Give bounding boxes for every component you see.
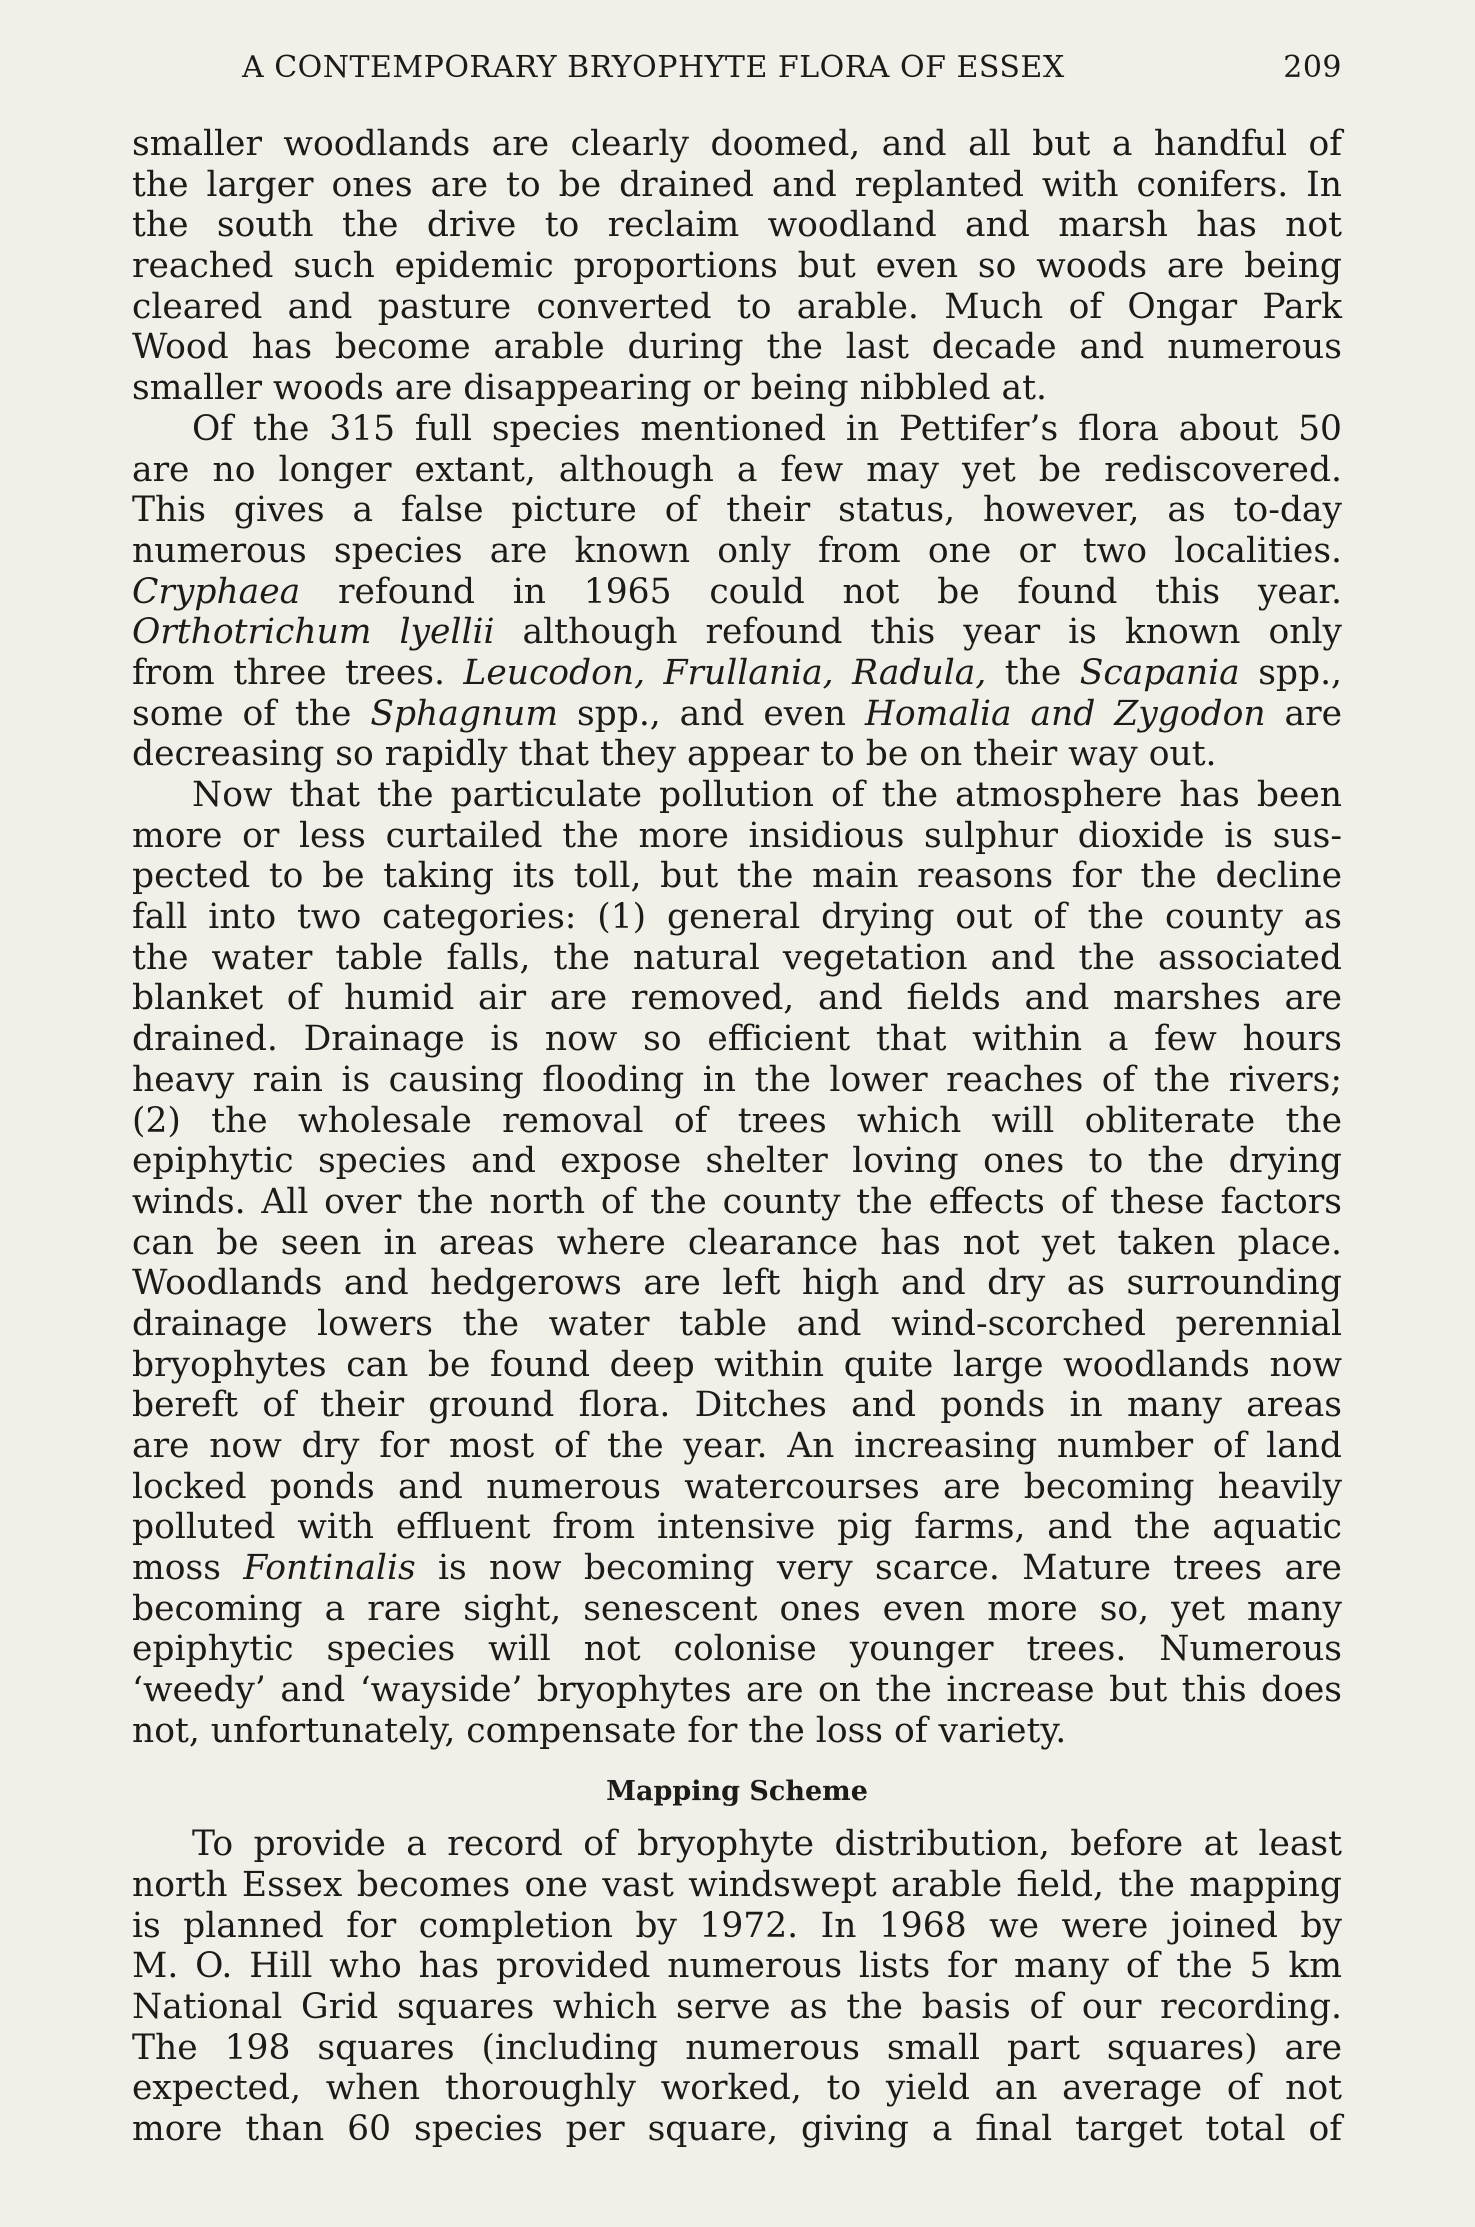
text-line: expected, when thoroughly worked, to yield an average of not <box>132 2068 1342 2109</box>
text-run: are <box>1265 693 1343 734</box>
text-line: epiphytic species will not colonise younger trees. Numerous <box>132 1629 1342 1670</box>
text-line: locked ponds and numerous watercourses are becoming heavily <box>132 1466 1342 1507</box>
text-line: Wood has become arable during the last decade and numerous <box>132 327 1342 368</box>
taxon-name: Homalia and Zygodon <box>864 693 1266 734</box>
text-line: Of the 315 full species mentioned in Pettifer’s flora about 50 <box>192 408 1342 449</box>
text-run: is now becoming very scarce. Mature trees are <box>415 1548 1342 1589</box>
text-line: This gives a false picture of their status, however, as to-day <box>132 490 1342 531</box>
text-line: reached such epidemic proportions but even so woods are being <box>132 246 1342 287</box>
page-number: 209 <box>1283 50 1342 85</box>
paragraph-land-use <box>132 124 1342 409</box>
text-line: more than 60 species per square, giving a final target total of <box>132 2109 1342 2149</box>
text-line: The 198 squares (including numerous small part squares) are <box>132 2027 1342 2068</box>
text-line: bryophytes can be found deep within quite large woodlands now <box>132 1344 1342 1385</box>
text-run: refound in 1965 could not be found this year. <box>300 571 1342 612</box>
text-run: spp., and even <box>558 693 865 734</box>
text-line: polluted with effluent from intensive pig farms, and the aquatic <box>132 1507 1342 1548</box>
text-line <box>132 1548 1342 1589</box>
text-line: cleared and pasture converted to arable. Much of Ongar Park <box>132 286 1342 327</box>
paragraph-mapping-scheme <box>132 1824 1342 2150</box>
text-line: blanket of humid air are removed, and fields and marshes are <box>132 978 1342 1019</box>
text-line <box>132 653 1342 694</box>
running-head <box>132 50 1342 90</box>
text-line: not, unfortunately, compensate for the loss of variety. <box>132 1710 1067 1751</box>
taxon-name: Orthotrichum lyellii <box>132 612 495 653</box>
text-line: bereft of their ground flora. Ditches and ponds in many areas <box>132 1385 1342 1426</box>
text-line: decreasing so rapidly that they appear to be on their way out. <box>132 734 1217 775</box>
text-line: numerous species are known only from one or two localities. <box>132 530 1342 571</box>
text-line: drainage lowers the water table and wind-scorched perennial <box>132 1303 1342 1344</box>
text-line <box>132 612 1342 653</box>
text-line: (2) the wholesale removal of trees which will obliterate the <box>132 1100 1342 1141</box>
text-line: becoming a rare sight, senescent ones even more so, yet many <box>132 1588 1342 1629</box>
section-heading: Mapping Scheme <box>606 1775 868 1807</box>
text-line: smaller woods are disappearing or being nibbled at. <box>132 368 1047 409</box>
text-line: drained. Drainage is now so efficient that within a few hours <box>132 1019 1342 1060</box>
text-run: spp., <box>1239 652 1343 693</box>
text-line: are no longer extant, although a few may yet be rediscovered. <box>132 449 1342 490</box>
text-line: epiphytic species and expose shelter loving ones to the drying <box>132 1141 1342 1182</box>
text-line: ‘weedy’ and ‘wayside’ bryophytes are on the increase but this does <box>132 1670 1342 1711</box>
text-line <box>132 694 1342 735</box>
taxon-name: Scapania <box>1079 652 1240 693</box>
text-line: To provide a record of bryophyte distribution, before at least <box>192 1824 1342 1865</box>
text-line: the south the drive to reclaim woodland and marsh has not <box>132 205 1342 246</box>
taxon-name: Fontinalis <box>243 1548 416 1589</box>
text-run: moss <box>132 1548 244 1589</box>
text-run: from three trees. <box>132 652 464 693</box>
text-line: fall into two categories: (1) general drying out of the county as <box>132 897 1342 938</box>
body-text <box>132 124 1342 2150</box>
taxon-name: Leucodon, Frullania, Radula, <box>463 652 987 693</box>
text-run: the <box>986 652 1080 693</box>
text-line: pected to be taking its toll, but the main reasons for the decline <box>132 856 1342 897</box>
paragraph-species-status <box>132 409 1342 775</box>
taxon-name: Sphagnum <box>370 693 559 734</box>
text-run: although refound this year is known only <box>494 612 1342 653</box>
text-line: heavy rain is causing flooding in the lower reaches of the rivers; <box>132 1059 1342 1100</box>
text-line: is planned for completion by 1972. In 1968 we were joined by <box>132 1905 1342 1946</box>
text-line: winds. All over the north of the county the effects of these factors <box>132 1181 1342 1222</box>
text-line: Woodlands and hedgerows are left high and dry as surrounding <box>132 1263 1342 1304</box>
running-title: A CONTEMPORARY BRYOPHYTE FLORA OF ESSEX <box>242 50 1065 85</box>
text-line: smaller woodlands are clearly doomed, and all but a handful of <box>132 124 1342 164</box>
text-line: can be seen in areas where clearance has not yet taken place. <box>132 1222 1342 1263</box>
text-line: are now dry for most of the year. An increasing number of land <box>132 1426 1342 1466</box>
text-line: the larger ones are to be drained and replanted with conifers. In <box>132 164 1342 205</box>
taxon-name: Cryphaea <box>132 571 301 612</box>
text-line: more or less curtailed the more insidious sulphur dioxide is sus- <box>132 815 1342 856</box>
text-run: some of the <box>132 693 371 734</box>
text-line: Now that the particulate pollution of the atmosphere has been <box>192 775 1342 815</box>
text-line: the water table falls, the natural vegetation and the associated <box>132 937 1342 978</box>
paragraph-decline-causes <box>132 775 1342 1752</box>
text-line: north Essex becomes one vast windswept arable field, the mapping <box>132 1864 1342 1905</box>
text-line: National Grid squares which serve as the basis of our recording. <box>132 1986 1342 2027</box>
text-line <box>132 572 1342 613</box>
text-line: M. O. Hill who has provided numerous lists for many of the 5 km <box>132 1946 1342 1987</box>
